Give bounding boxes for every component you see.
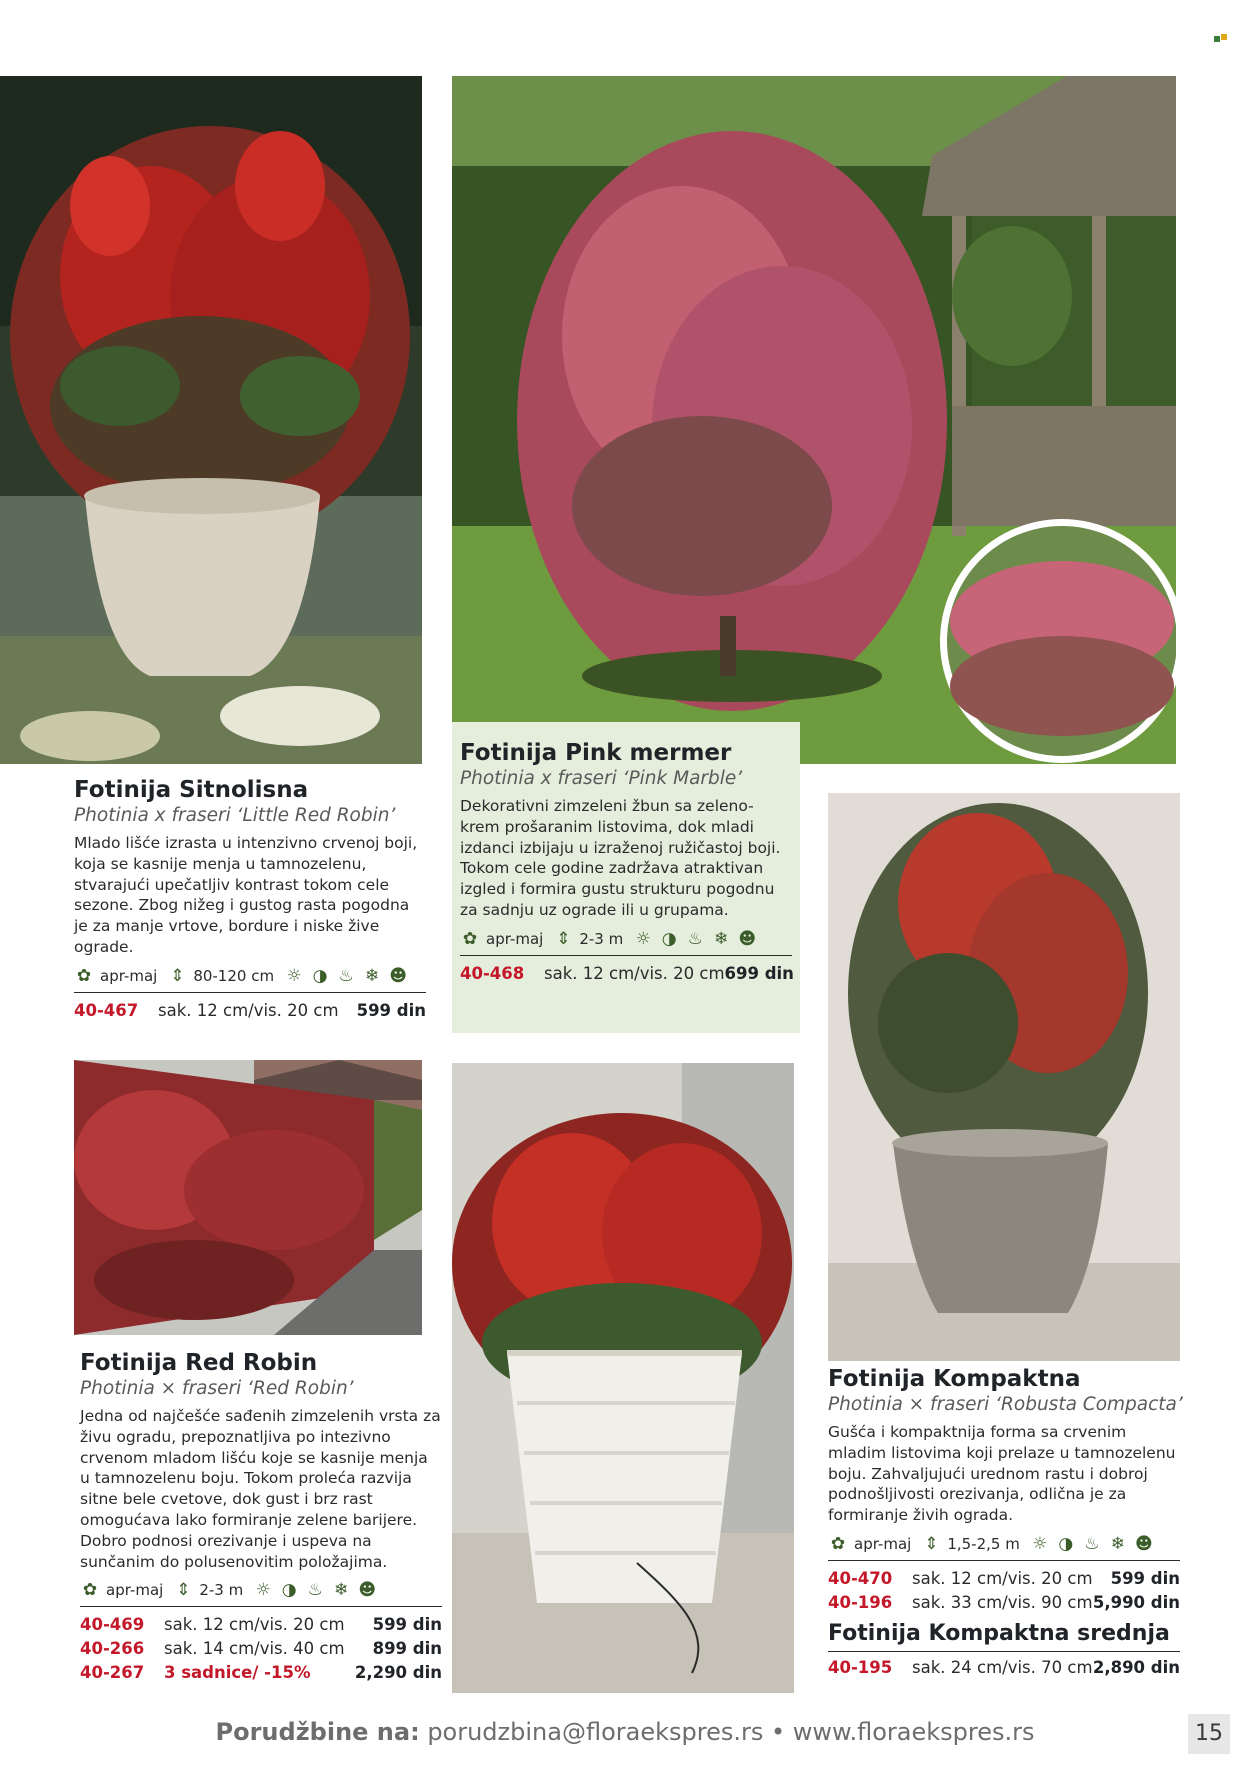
product-code: 40-470 <box>828 1568 893 1588</box>
watering-can-icon: ♨ <box>1084 1533 1100 1554</box>
gardener-icon: ☻ <box>738 928 757 949</box>
product-code: 40-467 <box>74 1000 139 1020</box>
sub-product-title: Fotinija Kompaktna srednja <box>828 1621 1180 1652</box>
product-latin-name: Photinia x fraseri ‘Pink Marble’ <box>460 768 743 789</box>
product-price: 599 din <box>356 1000 426 1020</box>
bloom-period: apr-maj <box>106 1581 164 1600</box>
product-size: sak. 24 cm/vis. 70 cm <box>912 1657 1093 1677</box>
care-info-row <box>460 929 792 956</box>
flower-icon: ✿ <box>830 1533 846 1554</box>
flower-icon: ✿ <box>462 928 478 949</box>
photo-little-red-robin <box>0 76 422 764</box>
product-kompaktna <box>828 1366 1183 1680</box>
care-info-row <box>828 1534 1180 1561</box>
footer-contact[interactable]: porudzbina@floraekspres.rs • www.floraekspres.rs <box>427 1718 1035 1746</box>
plant-height-icon: ⇕ <box>170 965 185 986</box>
product-size: sak. 14 cm/vis. 40 cm <box>164 1639 345 1659</box>
gardener-icon: ☻ <box>1134 1533 1153 1554</box>
bundle-offer: 3 sadnice/ -15% <box>164 1663 311 1683</box>
product-description: Jedna od najčešće sađenih zimzelenih vrsta za živu ogradu, prepoznatljiva po intezivno crvenom mladom lišću koje se kasnije menja u tamnozelenu boju. Tokom proleća razvija sitne bele cvetove, dok gust i brz rast omogućava lako formiranje zelene barijere. Dobro podnosi orezivanje i uspeva na sunčanim do polusenovitim položajima. <box>80 1407 441 1571</box>
order-footer <box>0 1718 1250 1746</box>
frost-hardy-icon: ❄ <box>334 1580 349 1601</box>
product-title: Fotinija Kompaktna <box>828 1366 1081 1392</box>
product-title: Fotinija Red Robin <box>80 1350 318 1376</box>
product-red-robin <box>80 1350 442 1685</box>
price-row <box>80 1637 442 1661</box>
plant-height-icon: ⇕ <box>176 1580 191 1601</box>
product-description: Dekorativni zimzeleni žbun sa zeleno-krem prošaranim listovima, dok mladi izdanci izbijaju u izraženoj ružičastoj boji. Tokom cele godine zadržava atraktivan izgled i formira gustu strukturu pogodnu za sadnju uz ograde ili u grupama. <box>460 797 781 919</box>
partial-shade-icon: ◑ <box>281 1580 297 1601</box>
product-code: 40-266 <box>80 1639 145 1659</box>
product-description: Gušća i kompaktnija forma sa crvenim mladim listovima koji prelaze u tamnozelenu boju. Zahvaljujući urednom rastu i dobroj podnošljivosti orezivanja, odlična je za formiranje živih ograda. <box>828 1423 1176 1525</box>
page-number: 15 <box>1188 1714 1230 1754</box>
product-size: sak. 12 cm/vis. 20 cm <box>158 1000 339 1020</box>
bloom-period: apr-maj <box>100 966 158 985</box>
product-title: Fotinija Pink mermer <box>460 740 732 766</box>
partial-shade-icon: ◑ <box>312 965 328 986</box>
product-price: 2,890 din <box>1092 1657 1180 1677</box>
full-sun-icon: ☼ <box>255 1580 271 1601</box>
full-sun-icon: ☼ <box>286 965 302 986</box>
partial-shade-icon: ◑ <box>1058 1533 1074 1554</box>
photo-basket <box>452 1063 794 1693</box>
watering-can-icon: ♨ <box>338 965 354 986</box>
frost-hardy-icon: ❄ <box>1110 1533 1125 1554</box>
product-size: sak. 33 cm/vis. 90 cm <box>912 1592 1093 1612</box>
plant-height: 80-120 cm <box>193 966 275 985</box>
price-row <box>828 1591 1180 1615</box>
product-code: 40-195 <box>828 1657 893 1677</box>
price-row <box>74 999 426 1023</box>
product-latin-name: Photinia × fraseri ‘Robusta Compacta’ <box>828 1394 1183 1415</box>
price-row <box>460 962 792 986</box>
product-description: Mlado lišće izrasta u intenzivno crvenoj boji, koja se kasnije menja u tamnozelenu, stvarajući upečatljiv kontrast tokom cele sezone. Zbog nižeg i gustog rasta pogodna je za manje vrtove, bordure i niske žive ograde. <box>74 834 418 956</box>
full-sun-icon: ☼ <box>1032 1533 1048 1554</box>
watering-can-icon: ♨ <box>687 928 703 949</box>
flower-icon: ✿ <box>76 965 92 986</box>
plant-height: 1,5-2,5 m <box>947 1534 1020 1553</box>
product-title: Fotinija Sitnolisna <box>74 777 309 803</box>
frost-hardy-icon: ❄ <box>714 928 729 949</box>
plant-height-icon: ⇕ <box>556 928 571 949</box>
product-size: sak. 12 cm/vis. 20 cm <box>912 1568 1093 1588</box>
product-pink-mermer <box>452 722 800 1033</box>
gardener-icon: ☻ <box>358 1580 377 1601</box>
frost-hardy-icon: ❄ <box>364 965 380 986</box>
partial-shade-icon: ◑ <box>661 928 677 949</box>
plant-height: 2-3 m <box>579 929 624 948</box>
flower-icon: ✿ <box>82 1580 98 1601</box>
price-row <box>828 1656 1180 1680</box>
bloom-period: apr-maj <box>486 929 544 948</box>
care-info-row <box>80 1580 442 1607</box>
price-row-offer <box>80 1661 442 1685</box>
brand-mark-icon <box>1214 34 1228 44</box>
photo-kompaktna <box>828 793 1180 1361</box>
footer-lead: Porudžbine na: <box>215 1718 420 1746</box>
photo-red-robin-hedge <box>74 1060 422 1335</box>
price-row <box>828 1567 1180 1591</box>
product-code: 40-196 <box>828 1592 893 1612</box>
product-latin-name: Photinia × fraseri ‘Red Robin’ <box>80 1378 354 1399</box>
product-code: 40-469 <box>80 1615 145 1635</box>
gardener-icon: ☻ <box>389 965 407 986</box>
price-row <box>80 1613 442 1637</box>
product-code: 40-267 <box>80 1663 145 1683</box>
full-sun-icon: ☼ <box>635 928 651 949</box>
bloom-period: apr-maj <box>854 1534 912 1553</box>
plant-height-icon: ⇕ <box>924 1533 939 1554</box>
product-price: 899 din <box>372 1639 442 1659</box>
product-size: sak. 12 cm/vis. 20 cm <box>164 1615 345 1635</box>
product-price: 599 din <box>372 1615 442 1635</box>
product-sitnolisna <box>74 777 426 1023</box>
plant-height: 2-3 m <box>199 1581 244 1600</box>
product-price: 599 din <box>1110 1568 1180 1588</box>
care-info-row <box>74 966 426 993</box>
photo-pink-marble <box>452 76 1176 764</box>
product-price: 5,990 din <box>1092 1592 1180 1612</box>
watering-can-icon: ♨ <box>307 1580 323 1601</box>
product-code: 40-468 <box>460 963 525 983</box>
product-price: 699 din <box>724 963 794 983</box>
product-latin-name: Photinia x fraseri ‘Little Red Robin’ <box>74 805 396 826</box>
product-price: 2,290 din <box>354 1663 442 1683</box>
product-size: sak. 12 cm/vis. 20 cm <box>544 963 725 983</box>
